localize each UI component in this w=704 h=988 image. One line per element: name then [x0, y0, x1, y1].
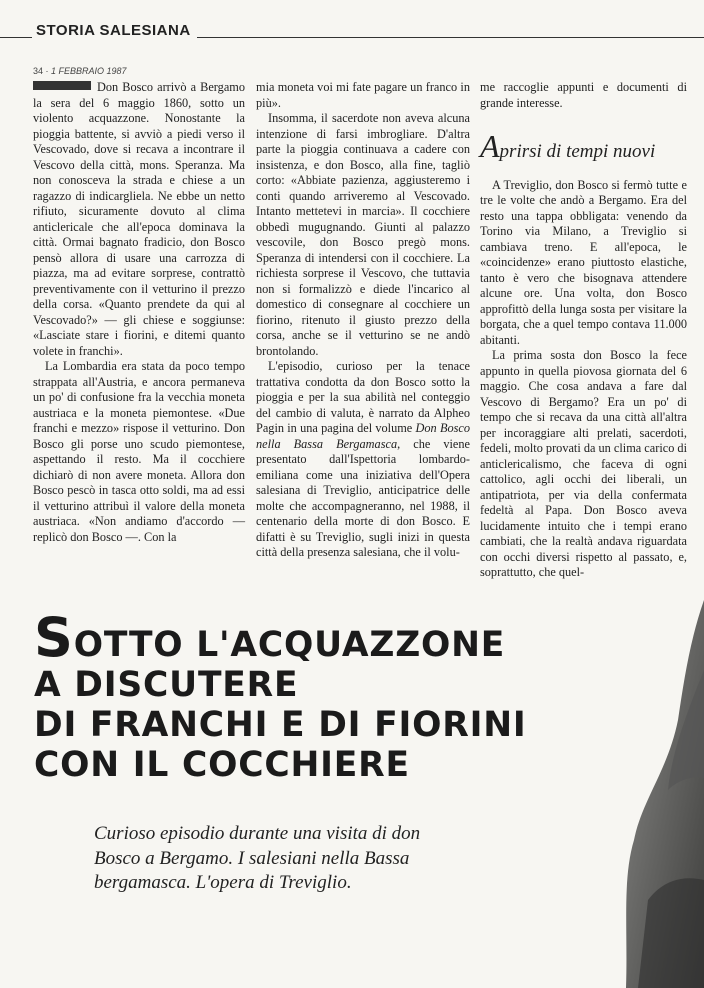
- paragraph: [33, 80, 245, 359]
- article-column-1: [33, 80, 245, 545]
- subheading: [480, 128, 687, 164]
- paragraph-text: Don Bosco arrivò a Bergamo la sera del 6 maggio 1860, sotto un violento acquazzone. Nonostante la pioggia battente, si avviò a piedi verso il Vescovado, dove si recava a incontrare il Vescovo della città, mons. Speranza. Ma non conosceva la strada e chiese a un ragazzo di indicargliela. Ne ebbe un netto rifiuto, sicuramente dovuto al clima anticlericale che all'epoca dominava la città. Ormai bagnato fradicio, don Bosco pensò allora di usare una carrozza di piazza, ma ad evitare sorprese, contrattò preventivamente con il vetturino il prezzo della corsa. «Quanto prendete da qui al Vescovado?» — gli chiese e soggiunse: «Lasciate stare i fiorini, e ditemi quanto volete in franchi».: [33, 80, 245, 358]
- lead-bar: [33, 81, 91, 90]
- headline-line: [34, 606, 674, 669]
- paragraph: [256, 359, 470, 561]
- folio: [33, 66, 127, 76]
- article-column-3: [480, 80, 687, 581]
- issue-date: · 1 FEBBRAIO 1987: [45, 66, 127, 76]
- section-title: STORIA SALESIANA: [32, 22, 197, 39]
- paragraph: A Treviglio, don Bosco si fermò tutte e tre le volte che andò a Bergamo. Era del resto una tappa obbligata: venendo da Torino via Milano, a Treviglio si cambiava treno. E all'epoca, le «coincidenze» erano piuttosto elastiche, tanto è vero che bisognava attendere alcune ore. Una volta, don Bosco approfittò della lunga sosta per visitare la borgata, che a quel tempo contava 11.000 abitanti.: [480, 177, 687, 347]
- paragraph: me raccoglie appunti e documenti di grande interesse.: [480, 80, 687, 110]
- book-title: Don Bosco nella Bassa Bergamasca: [256, 421, 470, 451]
- headline-text: OTTO L'ACQUAZZONE: [73, 625, 506, 665]
- paragraph: mia moneta voi mi fate pagare un franco in più».: [256, 80, 470, 110]
- subheading-initial: A: [480, 128, 500, 164]
- headline-line: DI FRANCHI E DI FIORINI: [34, 705, 527, 745]
- headline-line: A DISCUTERE: [34, 665, 299, 705]
- headline-initial: S: [34, 606, 74, 669]
- page-number: 34: [33, 66, 44, 76]
- paragraph-text: , che viene presentato dall'Ispettoria lombardo-emiliana come una iniziativa dell'Opera salesiana di Treviglio, anticipatrice delle molte che accompagneranno, nel 1988, il centenario della morte di don Bosco. E difatti è su Treviglio, sugli inizi in questa città della presenza salesiana, che il volu-: [256, 436, 470, 559]
- headline-line: CON IL COCCHIERE: [34, 745, 410, 785]
- section-header: [0, 22, 704, 44]
- paragraph-text: L'episodio, curioso per la tenace trattativa condotta da don Bosco sotto la pioggia e per la sua abilità nel conteggio del cambio di valuta, è narrato da Alpheo Pagin in una pagina del volume: [256, 359, 470, 435]
- article-column-2: [256, 80, 470, 561]
- paragraph: La Lombardia era stata da poco tempo strappata all'Austria, e ancora permaneva un po' di confusione fra la vecchia moneta austriaca e la moneta piemontese. «Due franchi e mezzo» rispose il vetturino. Don Bosco gli porse uno scudo piemontese, aspettando il resto. Ma il cocchiere dichiarò di non avere moneta. Allora don Bosco pescò in tasca otto soldi, ma ad essi il vetturino attribuì il valore della moneta austriaca. «Non andiamo d'accordo — replicò don Bosco —. Con la: [33, 359, 245, 544]
- deck-subtitle: Curioso episodio durante una visita di don Bosco a Bergamo. I salesiani nella Bassa bergamasca. L'opera di Treviglio.: [94, 823, 421, 893]
- paragraph: La prima sosta don Bosco la fece appunto in quella piovosa giornata del 6 maggio. Che cosa andava a fare dal Vescovo di Bergamo? Era un po' di tempo che si recava da una città all'altra per incoraggiare alti prelati, sacerdoti, fedeli, molto provati da un clima carico di anticlericalismo, che faceva di ogni cattolico, agli occhi dei liberali, un antipatriota, per via della confermata fedeltà al Papa. Don Bosco aveva lucidamente intuito che i tempi erano cambiati, che la realtà andava riguardata con occhi diversi rispetto al passato, e, soprattutto, che quel-: [480, 348, 687, 579]
- subheading-text: prirsi di tempi nuovi: [499, 141, 656, 162]
- headline: [34, 606, 674, 785]
- paragraph: Insomma, il sacerdote non aveva alcuna intenzione di farsi imbrogliare. D'altra parte la pioggia continuava a cadere con insistenza, e don Bosco, alla fine, tagliò corto: «Abbiate pazienza, aggiusteremo i conti quando arriveremo al Vescovado. Intanto mettetevi in marcia». Il cocchiere obbedì mugugnando. Giunti al palazzo vescovile, don Bosco pregò mons. Speranza di intendersi con il cocchiere. La richiesta sorprese il Vescovo, che tuttavia non si formalizzò e diede l'incarico al domestico di consegnare al cocchiere un fiorino, ritenuto il giusto prezzo della corsa, anche se il vetturino se ne andò brontolando.: [256, 111, 470, 358]
- photo-portrait: [608, 600, 704, 988]
